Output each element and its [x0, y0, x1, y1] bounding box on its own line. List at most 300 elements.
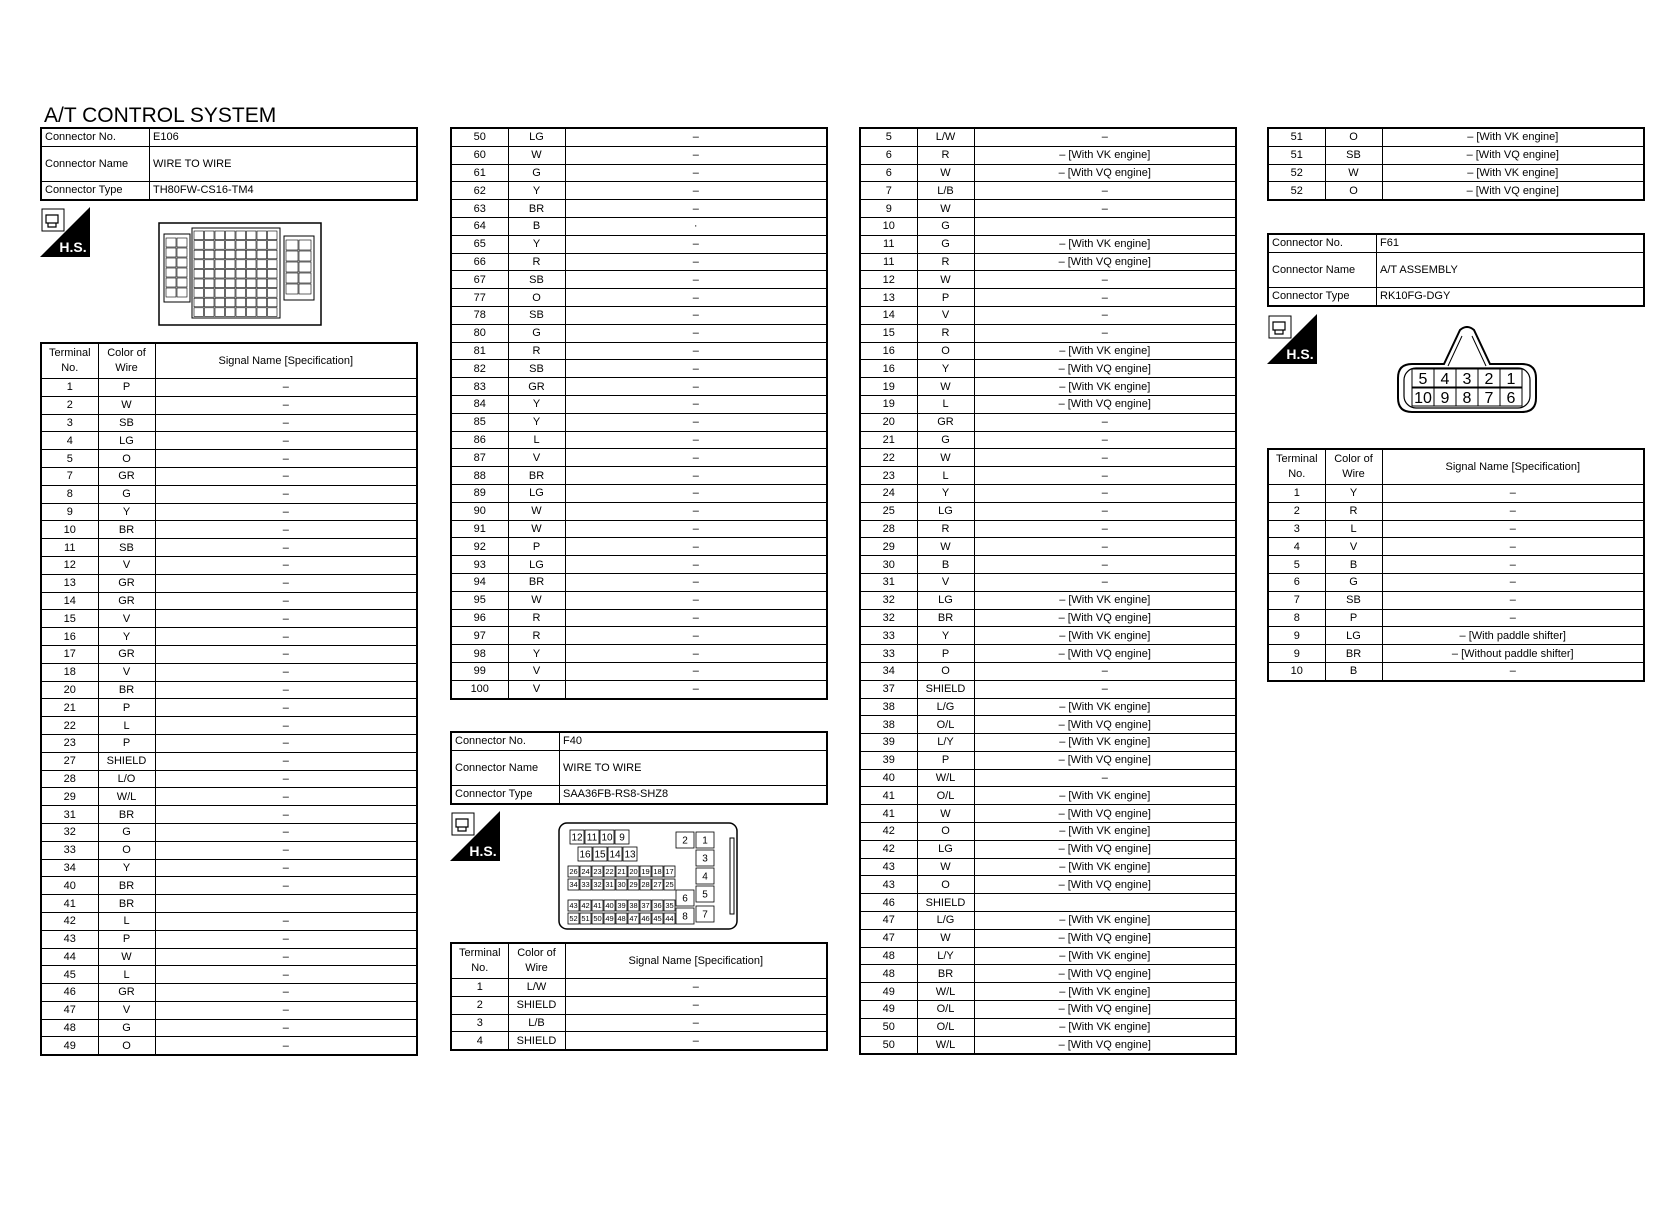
- wire-color: B: [1325, 662, 1382, 680]
- terminal-no: 51: [1268, 146, 1325, 164]
- table-row: [451, 680, 827, 698]
- table-row: [1268, 146, 1644, 164]
- terminal-no: 16: [41, 628, 98, 646]
- signal-name: –: [974, 128, 1236, 146]
- terminal-no: 42: [860, 840, 917, 858]
- terminal-no: 7: [860, 182, 917, 200]
- wire-color: O: [917, 823, 974, 841]
- terminal-no: 52: [1268, 182, 1325, 200]
- terminal-no: 99: [451, 662, 508, 680]
- signal-name: –: [974, 556, 1236, 574]
- terminal-no: 2: [1268, 502, 1325, 520]
- signal-name: –: [1382, 520, 1644, 538]
- wire-color: P: [508, 538, 565, 556]
- signal-name: –: [1382, 609, 1644, 627]
- wire-color: W: [917, 378, 974, 396]
- f40-connector-diagram: [558, 822, 738, 935]
- signal-name: –: [974, 538, 1236, 556]
- table-row: [860, 947, 1236, 965]
- signal-name: –: [974, 467, 1236, 485]
- wire-color: P: [1325, 609, 1382, 627]
- table-row: [860, 556, 1236, 574]
- table-row: [860, 395, 1236, 413]
- pin-number: 42: [581, 901, 590, 911]
- wire-color: L/W: [508, 979, 565, 997]
- table-row: [1268, 485, 1644, 503]
- table-row: [1268, 128, 1644, 146]
- terminal-no: 64: [451, 217, 508, 235]
- signal-name: –: [974, 431, 1236, 449]
- wire-color: L: [917, 395, 974, 413]
- terminal-no: 33: [860, 627, 917, 645]
- table-row: [41, 912, 417, 930]
- signal-name: – [With VQ engine]: [974, 876, 1236, 894]
- wire-color: W: [508, 520, 565, 538]
- wire-color: LG: [508, 484, 565, 502]
- terminal-no: 77: [451, 289, 508, 307]
- signal-name: –: [155, 396, 417, 414]
- signal-name: – [With VQ engine]: [974, 751, 1236, 769]
- pin-number: 13: [624, 849, 636, 861]
- table-row: [860, 805, 1236, 823]
- terminal-no: 40: [41, 877, 98, 895]
- terminal-no: 46: [41, 984, 98, 1002]
- wire-color: L/G: [917, 912, 974, 930]
- signal-name: –: [565, 627, 827, 645]
- terminal-no: 51: [1268, 128, 1325, 146]
- wire-color: SHIELD: [917, 680, 974, 698]
- signal-name: –: [974, 769, 1236, 787]
- table-row: [41, 1001, 417, 1019]
- svg-text:H.S.: H.S.: [469, 843, 497, 859]
- table-row: [451, 235, 827, 253]
- signal-name: –: [155, 699, 417, 717]
- wire-color: B: [917, 556, 974, 574]
- signal-name: –: [565, 573, 827, 591]
- terminal-no: 85: [451, 413, 508, 431]
- hs-icon: [450, 811, 500, 861]
- table-row: [451, 200, 827, 218]
- e106-info-table: [40, 127, 418, 201]
- table-row: [41, 948, 417, 966]
- pin-number: 49: [605, 914, 614, 924]
- page-title: A/T CONTROL SYSTEM: [44, 104, 277, 127]
- table-row: [451, 979, 827, 997]
- wire-color: BR: [98, 806, 155, 824]
- signal-name: –: [155, 574, 417, 592]
- signal-name: –: [565, 1032, 827, 1050]
- terminal-no: 82: [451, 360, 508, 378]
- table-row: [41, 556, 417, 574]
- pin-number: 22: [605, 867, 614, 877]
- terminal-no: 46: [860, 894, 917, 912]
- signal-name: –: [565, 182, 827, 200]
- signal-name: –: [155, 628, 417, 646]
- wire-color: SB: [1325, 146, 1382, 164]
- wire-color: G: [508, 324, 565, 342]
- signal-name: –: [565, 271, 827, 289]
- pin-number: 20: [629, 867, 638, 877]
- table-row: [451, 556, 827, 574]
- signal-name: – [With VQ engine]: [1382, 146, 1644, 164]
- table-row: [451, 164, 827, 182]
- terminal-no: 27: [41, 752, 98, 770]
- pin-number: 30: [617, 880, 626, 890]
- wire-color: BR: [98, 895, 155, 913]
- info-value: SAA36FB-RS8-SHZ8: [560, 785, 828, 803]
- terminal-no: 62: [451, 182, 508, 200]
- table-row: [41, 663, 417, 681]
- pin-number: 51: [581, 914, 590, 924]
- pin-number: 38: [629, 901, 638, 911]
- table-row: [1268, 538, 1644, 556]
- signal-name: –: [565, 502, 827, 520]
- terminal-no: 78: [451, 306, 508, 324]
- wire-color: L: [98, 966, 155, 984]
- signal-name: –: [1382, 662, 1644, 680]
- pin-number: 28: [641, 880, 650, 890]
- header-color: Color of Wire: [508, 943, 565, 979]
- terminal-no: 32: [41, 823, 98, 841]
- table-row: [1268, 662, 1644, 680]
- hs-icon: [1267, 314, 1317, 364]
- terminal-no: 89: [451, 484, 508, 502]
- wire-color: R: [508, 253, 565, 271]
- terminal-no: 49: [41, 1037, 98, 1055]
- wire-color: BR: [98, 521, 155, 539]
- signal-name: – [With VK engine]: [974, 235, 1236, 253]
- signal-name: –: [155, 912, 417, 930]
- terminal-no: 47: [41, 1001, 98, 1019]
- terminal-no: 10: [860, 217, 917, 235]
- signal-name: –: [155, 948, 417, 966]
- header-signal: Signal Name [Specification]: [155, 343, 417, 379]
- wire-color: V: [508, 680, 565, 698]
- pin-number: 45: [653, 914, 662, 924]
- table-row: [41, 1037, 417, 1055]
- wire-color: Y: [1325, 485, 1382, 503]
- wire-color: O: [98, 450, 155, 468]
- wire-color: GR: [508, 378, 565, 396]
- wire-color: W: [98, 948, 155, 966]
- pin-number: 8: [682, 911, 688, 923]
- table-row: [860, 200, 1236, 218]
- signal-name: –: [155, 467, 417, 485]
- signal-name: – [With VQ engine]: [974, 805, 1236, 823]
- signal-name: – [With VK engine]: [1382, 164, 1644, 182]
- table-row: [1268, 591, 1644, 609]
- signal-name: –: [155, 859, 417, 877]
- table-row: [860, 876, 1236, 894]
- info-value: TH80FW-CS16-TM4: [150, 181, 418, 199]
- pin-number: 15: [594, 849, 606, 861]
- terminal-no: 38: [860, 716, 917, 734]
- pin-number: 24: [581, 867, 590, 877]
- table-row: [860, 769, 1236, 787]
- table-row: [860, 858, 1236, 876]
- wire-color: SB: [508, 306, 565, 324]
- terminal-no: 13: [860, 289, 917, 307]
- pin-number: 32: [593, 880, 602, 890]
- signal-name: [974, 217, 1236, 235]
- signal-name: –: [155, 663, 417, 681]
- table-row: [41, 432, 417, 450]
- wire-color: W/L: [917, 983, 974, 1001]
- info-value: WIRE TO WIRE: [560, 750, 828, 785]
- pin-number: 8: [1462, 390, 1472, 407]
- signal-name: –: [1382, 538, 1644, 556]
- table-row: [451, 467, 827, 485]
- wire-color: LG: [917, 502, 974, 520]
- signal-name: – [With VQ engine]: [974, 1036, 1236, 1054]
- signal-name: –: [565, 395, 827, 413]
- table-row: [860, 609, 1236, 627]
- signal-name: –: [155, 734, 417, 752]
- table-row: [41, 645, 417, 663]
- table-row: [860, 520, 1236, 538]
- terminal-no: 11: [860, 235, 917, 253]
- signal-name: –: [565, 645, 827, 663]
- signal-name: –: [1382, 502, 1644, 520]
- terminal-no: 20: [41, 681, 98, 699]
- table-row: [860, 431, 1236, 449]
- wire-color: W: [508, 502, 565, 520]
- table-row: [860, 484, 1236, 502]
- terminal-no: 97: [451, 627, 508, 645]
- signal-name: –: [1382, 485, 1644, 503]
- table-row: [451, 502, 827, 520]
- wire-color: G: [508, 164, 565, 182]
- terminal-no: 9: [860, 200, 917, 218]
- terminal-no: 3: [451, 1014, 508, 1032]
- terminal-no: 15: [41, 610, 98, 628]
- pin-number: 9: [619, 832, 625, 844]
- wire-color: G: [98, 1019, 155, 1037]
- wire-color: R: [508, 609, 565, 627]
- terminal-no: 10: [1268, 662, 1325, 680]
- terminal-no: 33: [41, 841, 98, 859]
- signal-name: –: [565, 662, 827, 680]
- table-row: [451, 591, 827, 609]
- table-row: [451, 520, 827, 538]
- signal-name: –: [155, 379, 417, 397]
- pin-number: 14: [609, 849, 621, 861]
- terminal-no: 9: [1268, 645, 1325, 663]
- wire-color: Y: [508, 182, 565, 200]
- signal-name: – [With VK engine]: [974, 342, 1236, 360]
- terminal-no: 48: [860, 947, 917, 965]
- table-row: [41, 610, 417, 628]
- signal-name: –: [1382, 573, 1644, 591]
- signal-name: –: [565, 342, 827, 360]
- signal-name: –: [565, 520, 827, 538]
- wire-color: SHIELD: [508, 1032, 565, 1050]
- signal-name: – [With VQ engine]: [974, 1001, 1236, 1019]
- signal-name: – [With VQ engine]: [974, 840, 1236, 858]
- pin-number: 26: [569, 867, 578, 877]
- table-row: [860, 751, 1236, 769]
- wire-color: P: [98, 930, 155, 948]
- terminal-no: 1: [451, 979, 508, 997]
- header-signal: Signal Name [Specification]: [1382, 449, 1644, 485]
- header-terminal: Terminal No.: [1268, 449, 1325, 485]
- table-row: [451, 378, 827, 396]
- pin-number: 52: [569, 914, 578, 924]
- signal-name: –: [155, 984, 417, 1002]
- terminal-no: 94: [451, 573, 508, 591]
- terminal-no: 48: [41, 1019, 98, 1037]
- signal-name: –: [565, 306, 827, 324]
- terminal-no: 23: [41, 734, 98, 752]
- info-value: F61: [1377, 234, 1645, 252]
- info-value: F40: [560, 732, 828, 750]
- wire-color: O: [1325, 182, 1382, 200]
- wire-color: LG: [508, 128, 565, 146]
- wire-color: O/L: [917, 787, 974, 805]
- pin-number: 16: [579, 849, 591, 861]
- signal-name: –: [565, 431, 827, 449]
- table-row: [41, 966, 417, 984]
- terminal-no: 14: [860, 306, 917, 324]
- info-value: WIRE TO WIRE: [150, 146, 418, 181]
- info-key: Connector No.: [41, 128, 150, 146]
- table-row: [451, 484, 827, 502]
- signal-name: –: [155, 1037, 417, 1055]
- wire-color: V: [98, 663, 155, 681]
- terminal-no: 28: [41, 770, 98, 788]
- signal-name: –: [155, 930, 417, 948]
- terminal-no: 4: [451, 1032, 508, 1050]
- signal-name: –: [155, 770, 417, 788]
- signal-name: –: [565, 289, 827, 307]
- table-row: [860, 662, 1236, 680]
- wire-color: P: [917, 645, 974, 663]
- signal-name: –: [155, 556, 417, 574]
- table-row: [860, 467, 1236, 485]
- terminal-no: 43: [41, 930, 98, 948]
- table-row: [41, 930, 417, 948]
- wire-color: SHIELD: [917, 894, 974, 912]
- info-key: Connector Name: [41, 146, 150, 181]
- e106-connector-diagram: [158, 222, 322, 331]
- wire-color: Y: [917, 360, 974, 378]
- wire-color: SB: [508, 360, 565, 378]
- terminal-no: 48: [860, 965, 917, 983]
- table-row: [860, 627, 1236, 645]
- wire-color: V: [508, 449, 565, 467]
- terminal-no: 9: [41, 503, 98, 521]
- wire-color: GR: [98, 984, 155, 1002]
- table-row: [860, 360, 1236, 378]
- table-row: [41, 788, 417, 806]
- wire-color: W: [917, 538, 974, 556]
- terminal-no: 11: [860, 253, 917, 271]
- wire-color: BR: [917, 609, 974, 627]
- table-row: [451, 413, 827, 431]
- wire-color: O: [917, 342, 974, 360]
- table-row: [860, 965, 1236, 983]
- table-row: [860, 324, 1236, 342]
- signal-name: –: [155, 610, 417, 628]
- wire-color: L/O: [98, 770, 155, 788]
- terminal-no: 47: [860, 929, 917, 947]
- table-row: [451, 253, 827, 271]
- wire-color: SB: [508, 271, 565, 289]
- signal-name: –: [155, 823, 417, 841]
- wire-color: W: [917, 449, 974, 467]
- wire-color: P: [917, 289, 974, 307]
- pin-number: 9: [1440, 390, 1450, 407]
- pin-number: 23: [593, 867, 602, 877]
- terminal-no: 20: [860, 413, 917, 431]
- wire-color: W: [917, 164, 974, 182]
- wire-color: LG: [98, 432, 155, 450]
- table-row: [860, 217, 1236, 235]
- wire-color: Y: [98, 628, 155, 646]
- terminal-no: 29: [860, 538, 917, 556]
- signal-name: –: [155, 966, 417, 984]
- signal-name: –: [974, 306, 1236, 324]
- pin-number: 31: [605, 880, 614, 890]
- wire-color: BR: [917, 965, 974, 983]
- f61-connector-diagram: [1392, 326, 1542, 427]
- terminal-no: 24: [860, 484, 917, 502]
- table-row: [860, 413, 1236, 431]
- wire-color: SHIELD: [98, 752, 155, 770]
- wire-color: V: [917, 306, 974, 324]
- signal-name: –: [155, 645, 417, 663]
- terminal-no: 12: [860, 271, 917, 289]
- signal-name: –: [974, 289, 1236, 307]
- table-row: [1268, 520, 1644, 538]
- table-row: [41, 396, 417, 414]
- table-row: [860, 128, 1236, 146]
- table-row: [41, 806, 417, 824]
- terminal-no: 1: [41, 379, 98, 397]
- terminal-no: 50: [860, 1018, 917, 1036]
- signal-name: – [With VK engine]: [974, 983, 1236, 1001]
- terminal-no: 10: [41, 521, 98, 539]
- wire-color: R: [508, 342, 565, 360]
- wire-color: P: [98, 379, 155, 397]
- terminal-no: 19: [860, 395, 917, 413]
- terminal-no: 25: [860, 502, 917, 520]
- wire-color: GR: [98, 592, 155, 610]
- table-row: [1268, 164, 1644, 182]
- table-row: [451, 627, 827, 645]
- terminal-no: 16: [860, 342, 917, 360]
- signal-name: –: [155, 788, 417, 806]
- signal-name: –: [155, 752, 417, 770]
- wire-color: G: [917, 431, 974, 449]
- column-1: [40, 127, 418, 201]
- pin-number: 18: [653, 867, 662, 877]
- pin-number: 1: [702, 835, 708, 847]
- terminal-no: 29: [41, 788, 98, 806]
- wire-color: BR: [98, 877, 155, 895]
- wire-color: LG: [917, 591, 974, 609]
- table-row: [860, 983, 1236, 1001]
- signal-name: – [With VK engine]: [974, 591, 1236, 609]
- signal-name: –: [974, 413, 1236, 431]
- terminal-no: 63: [451, 200, 508, 218]
- signal-name: –: [565, 128, 827, 146]
- wire-color: W: [917, 858, 974, 876]
- table-row: [451, 573, 827, 591]
- terminal-no: 30: [860, 556, 917, 574]
- signal-name: –: [974, 324, 1236, 342]
- table-row: [860, 1036, 1236, 1054]
